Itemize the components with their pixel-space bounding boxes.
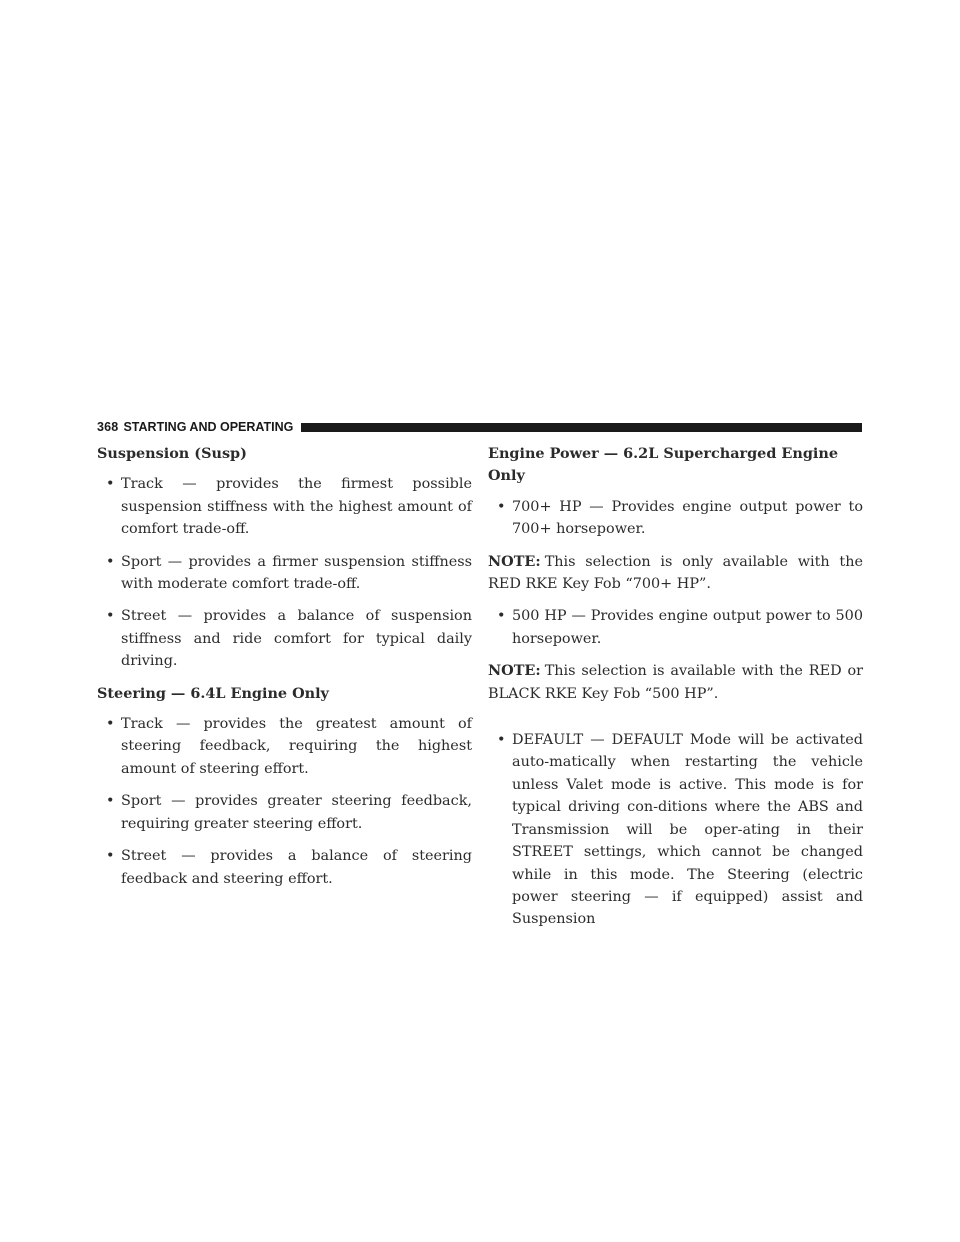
suspension-item-sport [97,551,472,596]
engine-power-item-text: 700+ HP — Provides engine output power to 700+ horsepower. [512,498,863,538]
note-text: This selection is available with the RED or BLACK RKE Key Fob “500 HP”. [488,663,863,702]
section-title: STARTING AND OPERATING [123,420,294,434]
steering-item-street [97,845,472,890]
suspension-item-text: Street — provides a balance of suspension stiffness and ride comfort for typical daily driving. [121,608,472,670]
right-column [488,443,863,941]
note-500 [488,660,863,705]
bullet-icon: • [106,608,115,625]
steering-item-text: Sport — provides greater steering feedback, requiring greater steering effort. [121,793,472,832]
spacer [488,715,863,729]
engine-power-item-500 [488,605,863,650]
bullet-icon: • [106,848,115,865]
suspension-item-text: Track — provides the firmest possible suspension stiffness with the highest amount of comfort trade-off. [121,476,472,538]
note-text: This selection is only available with the RED RKE Key Fob “700+ HP”. [488,553,863,593]
suspension-item-street [97,605,472,672]
steering-item-text: Track — provides the greatest amount of steering feedback, requiring the highest amount of steering effort. [121,716,472,777]
bullet-icon: • [106,716,115,733]
page-number: 368 [97,420,119,434]
engine-power-item-default [488,729,863,931]
note-label: NOTE: [488,552,541,570]
engine-power-item-700 [488,496,863,541]
suspension-item-text: Sport — provides a firmer suspension stiffness with moderate comfort trade-off. [121,553,472,593]
engine-power-heading: Engine Power — 6.2L Supercharged Engine Only [488,445,838,485]
bullet-icon: • [106,476,115,493]
suspension-item-track [97,473,472,540]
note-label: NOTE: [488,662,541,680]
header-rule [301,423,862,432]
steering-item-track [97,713,472,780]
bullet-icon: • [497,608,506,625]
page-header [97,418,862,436]
steering-heading: Steering — 6.4L Engine Only [97,684,329,702]
bullet-icon: • [497,732,506,749]
bullet-icon: • [497,498,506,515]
bullet-icon: • [106,553,115,570]
steering-item-sport [97,790,472,835]
steering-item-text: Street — provides a balance of steering feedback and steering effort. [121,848,472,887]
left-column [97,443,472,900]
bullet-icon: • [106,793,115,810]
engine-power-item-text: 500 HP — Provides engine output power to 500 horsepower. [512,608,863,647]
engine-power-item-text: DEFAULT — DEFAULT Mode will be activated auto-matically when restarting the vehicle unless Valet mode is active. This mode is for typical driving con-ditions where the ABS and Transmission will be oper-ating in their STREET settings, which cannot be changed while in this mode. The Steering (electric power steering — if equipped) assist and Suspension [512,732,863,928]
suspension-heading: Suspension (Susp) [97,445,247,462]
note-700 [488,551,863,596]
